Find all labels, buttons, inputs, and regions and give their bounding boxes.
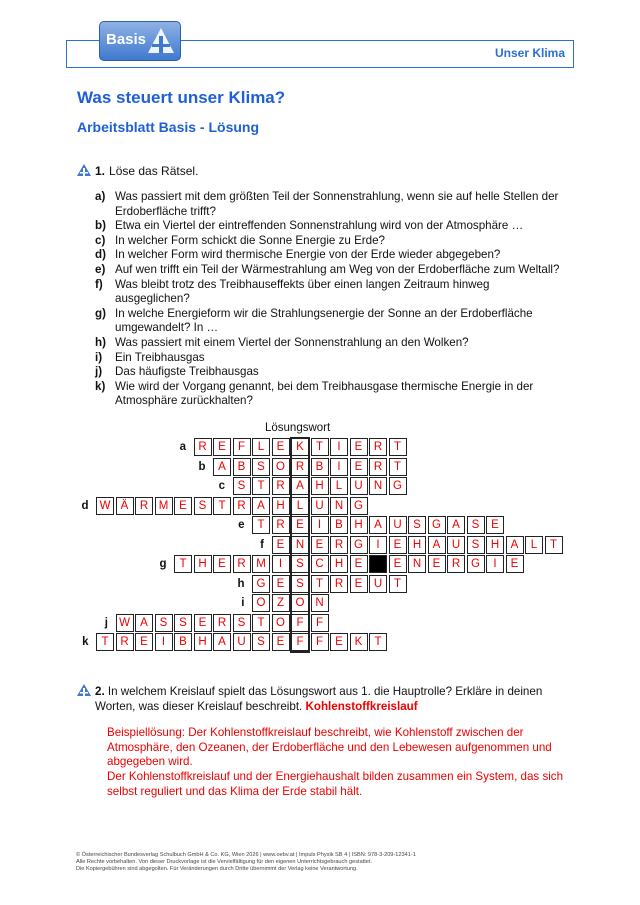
crossword-cell: A [213, 458, 231, 476]
crossword-cell: O [291, 594, 309, 612]
crossword-cell: M [155, 497, 173, 515]
question-item [95, 219, 565, 234]
crossword-cell: G [389, 477, 407, 495]
crossword-cell: E [174, 497, 192, 515]
crossword-cell: I [330, 458, 348, 476]
question-text: Was passiert mit dem größten Teil der Sonnenstrahlung, wenn sie auf helle Stellen der Erdoberfläche trifft? [115, 190, 559, 218]
answer-paragraph-1: Beispiellösung: Der Kohlenstoffkreislauf beschreibt, wie Kohlenstoff zwischen der Atmosphäre, den Ozeanen, der Erdoberfläche und den Lebewesen aufgenommen und abgegeben wird. [107, 726, 552, 769]
crossword-cell: U [311, 497, 329, 515]
crossword-cell: U [447, 536, 465, 554]
crossword-cell: T [174, 555, 192, 573]
crossword-cell: E [486, 516, 504, 534]
crossword-cell: I [369, 536, 387, 554]
crossword-cell: S [408, 516, 426, 534]
crossword-cell: E [272, 575, 290, 593]
crossword-cell: H [486, 536, 504, 554]
crossword-cell: G [467, 555, 485, 573]
crossword-cell: R [272, 516, 290, 534]
question-text: In welcher Form wird thermische Energie von der Erde wieder abgegeben? [115, 248, 501, 262]
crossword-cell: N [408, 555, 426, 573]
crossword-cell: Ä [116, 497, 134, 515]
crossword-cell: S [291, 555, 309, 573]
crossword-cell: S [291, 575, 309, 593]
task2-answer [107, 726, 567, 800]
question-item [95, 248, 565, 263]
crossword-cell: Z [272, 594, 290, 612]
crossword-cell: E [135, 633, 153, 651]
crossword-cell: E [350, 575, 368, 593]
question-item [95, 234, 565, 249]
crossword-cell: C [311, 555, 329, 573]
crossword-cell: G [252, 575, 270, 593]
crossword-cell: S [467, 536, 485, 554]
question-item [95, 190, 565, 219]
task1-heading [95, 164, 198, 178]
crossword-cell: E [350, 555, 368, 573]
crossword-cell: H [350, 516, 368, 534]
crossword-cell: S [155, 614, 173, 632]
footer-line-1: © Österreichischer Bundesverlag Schulbuch GmbH & Co. KG, Wien 2026 | www.oebv.at | Impuls Physik SB 4 | ISBN: 978-3-209-12341-1 [76, 852, 416, 858]
crossword-cell: A [428, 536, 446, 554]
question-text: Was passiert mit einem Viertel der Sonnenstrahlung an den Wolken? [115, 335, 469, 349]
question-text: Was bleibt trotz des Treibhauseffekts über einen langen Zeitraum hinweg ausgeglichen? [115, 277, 490, 306]
crossword-cell: I [311, 516, 329, 534]
crossword-cell: E [350, 458, 368, 476]
crossword-cell: S [467, 516, 485, 534]
footer-line-2: Alle Rechte vorbehalten. Von dieser Druckvorlage ist die Vervielfältigung für den eigenen Unterrichtsgebrauch gestattet. [76, 859, 373, 866]
question-letter: d) [95, 248, 106, 262]
crossword-cell: R [272, 477, 290, 495]
question-letter: h) [95, 335, 106, 349]
crossword-cell: S [194, 497, 212, 515]
crossword-cell: K [350, 633, 368, 651]
crossword-blocked-cell [369, 555, 387, 573]
crossword-cell: H [311, 477, 329, 495]
question-item [95, 307, 565, 336]
crossword-cell: E [330, 633, 348, 651]
question-item [95, 263, 565, 278]
crossword-cell: S [233, 477, 251, 495]
question-letter: c) [95, 233, 106, 247]
page-subtitle: Arbeitsblatt Basis - Lösung [77, 119, 260, 135]
crossword-cell: G [350, 497, 368, 515]
crossword-cell: E [506, 555, 524, 573]
question-text: In welche Energieform wir die Strahlungsenergie der Sonne an der Erdoberfläche umgewandelt? In … [115, 306, 533, 335]
crossword-cell: N [291, 536, 309, 554]
question-text: Das häufigste Treibhausgas [115, 365, 259, 379]
crossword-cell: W [116, 614, 134, 632]
crossword-cell: E [311, 536, 329, 554]
crossword-cell: R [330, 575, 348, 593]
crossword-cell: T [389, 458, 407, 476]
crossword-cell: I [272, 555, 290, 573]
crossword-cell: F [291, 633, 309, 651]
difficulty-icon [76, 163, 92, 177]
task2-heading [95, 684, 565, 714]
crossword-cell: S [233, 614, 251, 632]
crossword-cell: T [389, 575, 407, 593]
crossword-cell: R [330, 536, 348, 554]
crossword-cell: R [135, 497, 153, 515]
crossword-cell: F [291, 614, 309, 632]
crossword-cell: S [174, 614, 192, 632]
page-title: Was steuert unser Klima? [77, 88, 286, 107]
question-letter: a) [95, 190, 106, 203]
basis-logo [99, 21, 181, 61]
crossword-cell: T [311, 438, 329, 456]
crossword-cell: O [252, 594, 270, 612]
crossword-cell: B [233, 458, 251, 476]
solution-label: Lösungswort [265, 422, 331, 434]
crossword-cell: E [213, 438, 231, 456]
crossword-cell: R [213, 614, 231, 632]
crossword-cell: E [350, 438, 368, 456]
task2-number: 2. [95, 685, 105, 698]
row-label: i [241, 597, 245, 609]
crossword-cell: O [272, 614, 290, 632]
crossword-cell: H [194, 633, 212, 651]
crossword-cell: T [252, 614, 270, 632]
crossword-cell: A [252, 497, 270, 515]
crossword-cell: L [291, 497, 309, 515]
row-label: e [238, 519, 245, 531]
difficulty-icon [76, 683, 92, 697]
crossword-cell: E [291, 516, 309, 534]
crossword-cell: E [213, 555, 231, 573]
crossword-cell: E [389, 536, 407, 554]
crossword-cell: N [369, 477, 387, 495]
question-letter: g) [95, 306, 106, 320]
crossword-cell: A [213, 633, 231, 651]
crossword-cell: R [116, 633, 134, 651]
crossword-cell: S [252, 458, 270, 476]
logo-text: Basis [106, 31, 147, 48]
crossword-cell: U [389, 516, 407, 534]
crossword-cell: T [369, 633, 387, 651]
crossword-cell: H [330, 555, 348, 573]
footer-line-3: Die Kopiergebühren sind abgegolten. Für Veränderungen durch Dritte übernimmt der Verlag keine Verantwortung. [76, 866, 358, 873]
question-text: Ein Treibhausgas [115, 350, 205, 364]
footer [76, 852, 576, 874]
question-text: Wie wird der Vorgang genannt, bei dem Treibhausgase thermische Energie in der Atmosphäre zurückhalten? [115, 379, 534, 408]
question-item [95, 278, 565, 307]
question-item [95, 365, 565, 380]
crossword-cell: N [311, 594, 329, 612]
crossword-cell: H [408, 536, 426, 554]
crossword-cell: R [194, 438, 212, 456]
crossword-cell: H [272, 497, 290, 515]
crossword-cell: W [96, 497, 114, 515]
crossword-cell: U [369, 575, 387, 593]
question-text: Auf wen trifft ein Teil der Wärmestrahlung am Weg von der Erdoberfläche zum Weltall? [115, 262, 560, 276]
task1-number: 1. [95, 164, 106, 178]
crossword-cell: B [311, 458, 329, 476]
crossword-cell: R [291, 458, 309, 476]
crossword-cell: A [447, 516, 465, 534]
question-item [95, 336, 565, 351]
crossword-cell: N [330, 497, 348, 515]
crossword-cell: T [96, 633, 114, 651]
question-text: In welcher Form schickt die Sonne Energie zu Erde? [115, 233, 386, 247]
question-letter: j) [95, 365, 103, 379]
crossword-cell: A [369, 516, 387, 534]
question-letter: f) [95, 277, 103, 291]
crossword-cell: I [486, 555, 504, 573]
row-label: d [81, 499, 89, 512]
crossword-cell: R [233, 497, 251, 515]
row-label: b [198, 460, 206, 473]
crossword-cell: F [311, 633, 329, 651]
task2-answer-word: Kohlenstoffkreislauf [305, 700, 418, 713]
crossword-cell: E [272, 633, 290, 651]
crossword-cell: G [428, 516, 446, 534]
crossword-cell: R [447, 555, 465, 573]
row-label: a [179, 441, 186, 453]
crossword-cell: E [194, 614, 212, 632]
task2-question: In welchem Kreislauf spielt das Lösungswort aus 1. die Hauptrolle? Erkläre in deinen Worten, was dieser Kreislauf beschreibt. [95, 685, 543, 713]
row-label: h [237, 577, 245, 590]
crossword-cell: E [389, 555, 407, 573]
row-label: c [218, 480, 225, 492]
crossword-cell: B [174, 633, 192, 651]
crossword-cell: E [272, 438, 290, 456]
crossword-cell: A [291, 477, 309, 495]
header-title: Unser Klima [494, 46, 565, 60]
crossword-cell: S [252, 633, 270, 651]
question-item [95, 351, 565, 366]
crossword-cell: T [545, 536, 563, 554]
crossword-cell: T [213, 497, 231, 515]
question-list [95, 190, 565, 409]
answer-paragraph-2: Der Kohlenstoffkreislauf und der Energiehaushalt bilden zusammen ein System, das sich selbst reguliert und das Klima der Erde stabil hält. [107, 770, 564, 798]
crossword-cell: A [506, 536, 524, 554]
crossword-cell: I [155, 633, 173, 651]
crossword-cell: E [272, 536, 290, 554]
question-text: Etwa ein Viertel der eintreffenden Sonnenstrahlung wird von der Atmosphäre … [115, 219, 524, 233]
crossword-cell: H [194, 555, 212, 573]
crossword-cell: R [369, 458, 387, 476]
task1-text: Löse das Rätsel. [109, 164, 199, 178]
crossword-cell: T [311, 575, 329, 593]
crossword-cell: T [252, 516, 270, 534]
crossword-cell: A [135, 614, 153, 632]
crossword-cell: G [350, 536, 368, 554]
question-letter: e) [95, 262, 106, 276]
row-label: g [159, 558, 167, 570]
crossword-cell: M [252, 555, 270, 573]
crossword-cell: L [330, 477, 348, 495]
crossword-cell: F [233, 438, 251, 456]
crossword-cell: F [311, 614, 329, 632]
crossword-cell: R [369, 438, 387, 456]
row-label: k [82, 636, 89, 648]
row-label: f [260, 538, 264, 551]
crossword-cell: E [428, 555, 446, 573]
question-letter: b) [95, 219, 106, 233]
crossword-cell: I [330, 438, 348, 456]
crossword-cell: O [272, 458, 290, 476]
question-letter: i) [95, 350, 103, 364]
row-label: j [104, 616, 108, 629]
crossword-cell: B [330, 516, 348, 534]
question-item [95, 380, 565, 409]
crossword-cell: L [525, 536, 543, 554]
crossword-cell: L [252, 438, 270, 456]
crossword-cell: U [350, 477, 368, 495]
crossword-cell: R [233, 555, 251, 573]
crossword-cell: T [389, 438, 407, 456]
crossword-cell: T [252, 477, 270, 495]
crossword-cell: U [233, 633, 251, 651]
question-letter: k) [95, 379, 106, 393]
crossword-cell: K [291, 438, 309, 456]
triangle-logo-icon [146, 26, 176, 56]
